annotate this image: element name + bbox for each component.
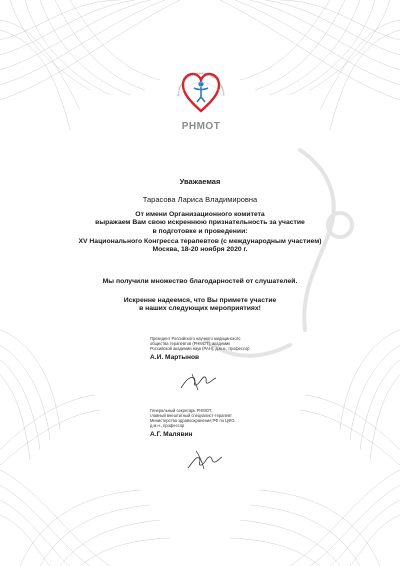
organization-logo [174, 64, 228, 136]
logo-abbreviation: РНМОТ [181, 121, 221, 132]
signer-title-line: Министерства здравоохранения РФ по ЦФО, [150, 418, 236, 423]
signer-title-line: главный внештатный специалист-терапевт [150, 413, 232, 418]
hope-line: Искренне надеемся, что Вы примете участие [123, 297, 277, 304]
signature-malyavin [184, 448, 224, 472]
hope-line: в наших следующих мероприятиях! [139, 305, 261, 313]
event-paragraph [40, 238, 360, 255]
intro-line: От имени Организационного комитета [135, 211, 265, 218]
intro-paragraph [40, 211, 360, 236]
salutation: Уважаемая [179, 177, 221, 186]
event-name: XV Национального Конгресса терапевтов (с международным участием) [78, 238, 322, 245]
intro-line: в подготовке и проведении: [152, 227, 248, 235]
signer-name: А.Г. Малявин [150, 431, 193, 438]
signer-block-secretary [150, 408, 280, 438]
signer-title-line: д.м.н., профессор [150, 423, 185, 428]
signer-title-line: Президент Российского научного медицинского [150, 336, 241, 341]
svg-text:Российское научное медицинское [176, 72, 225, 96]
signer-title [150, 336, 280, 351]
signer-block-president [150, 336, 280, 361]
event-place-date: Москва, 18-20 ноября 2020 г. [152, 246, 248, 254]
logo-arc-text: Российское научное медицинское общество терапевтов [176, 71, 226, 97]
signer-name: А.И. Мартынов [150, 354, 200, 361]
recipient-name: Тарасова Лариса Владимировна [142, 195, 258, 204]
hope-paragraph [40, 297, 360, 314]
signer-title-line: общества терапевтов (РНМОТ), академик [150, 341, 231, 346]
signer-title [150, 408, 280, 428]
thanks-line: Мы получили множество благодарностей от слушателей. [102, 278, 298, 285]
intro-line: выражаем Вам свою искреннюю признательность за участие [95, 219, 305, 227]
signature-martynov [178, 370, 218, 392]
signer-title-line: Генеральный секретарь РНМОТ, [150, 408, 213, 413]
signer-title-line: Российской академии наук (РАН), д.м.н., профессор [150, 346, 250, 351]
